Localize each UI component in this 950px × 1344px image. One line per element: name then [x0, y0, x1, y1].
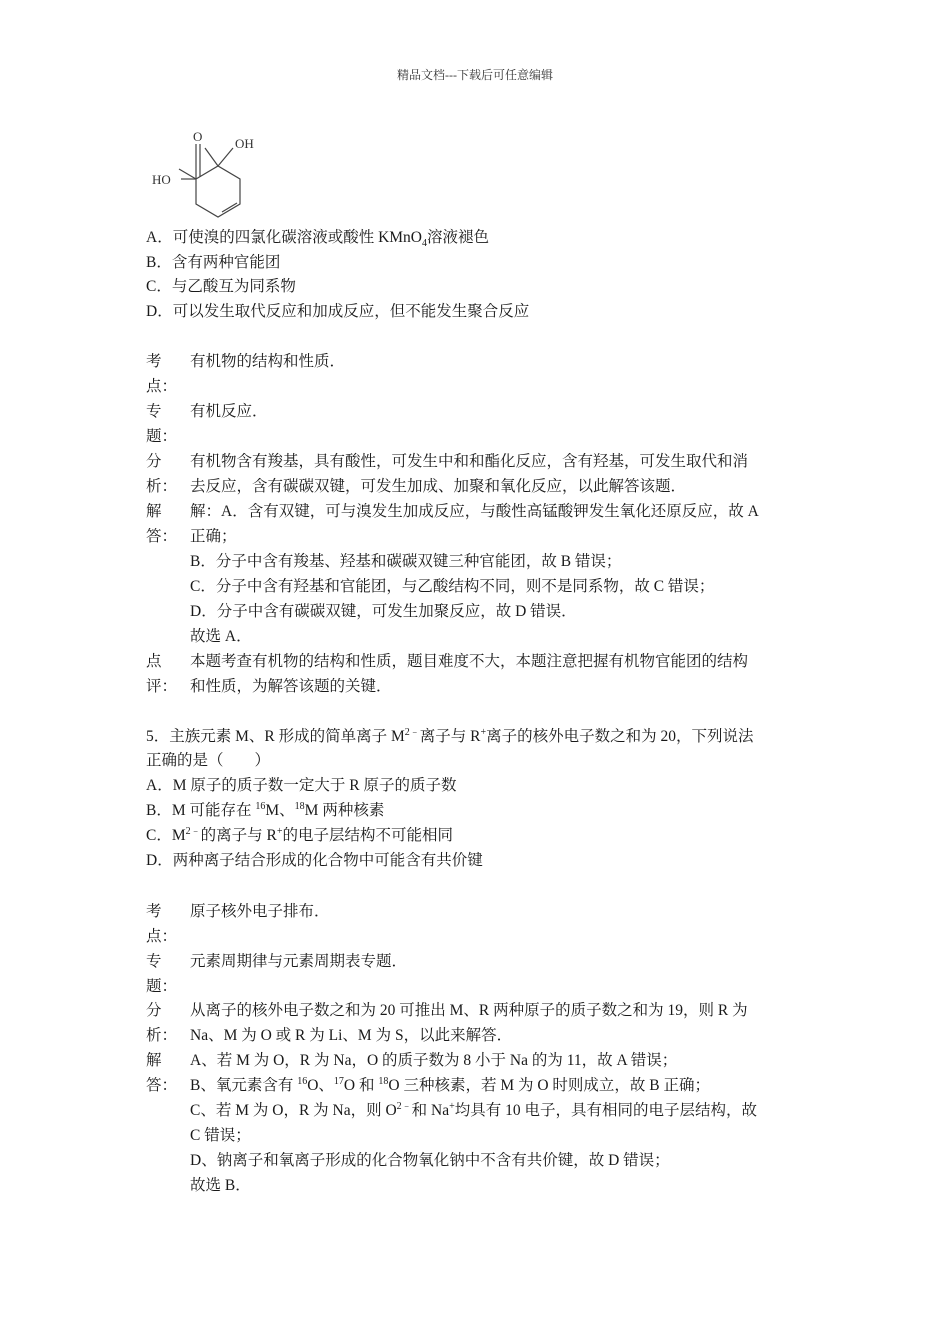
q4-jieda-line-4: C．分子中含有羟基和官能团，与乙酸结构不同，则不是同系物，故 C 错误； [190, 578, 715, 595]
q5-option-c-text-3: 的电子层结构不可能相同 [282, 827, 453, 844]
q4-jieda-line-6: 故选 A． [190, 628, 252, 645]
q5-option-a: A．M 原子的质子数一定大于 R 原子的质子数 [146, 777, 457, 794]
q4-option-a-subscript: 4 [422, 238, 427, 250]
q5-jieda-line-3-e: 均具有 10 电子，具有相同的电子层结构，故 [454, 1102, 758, 1119]
q4-option-a-text: A．可使溴的四氯化碳溶液或酸性 KMnO [146, 229, 422, 246]
q5-option-b-text-2: M、 [265, 802, 295, 819]
q5-fenxi-line-1: 从离子的核外电子数之和为 20 可推出 M、R 两种原子的质子数之和为 19，则 R 为 [190, 1002, 748, 1019]
q5-option-c-sup-2: + [276, 825, 283, 837]
q4-option-a [146, 228, 489, 248]
molecule-hydroxyl-label: OH [235, 136, 254, 151]
q4-jieda-label-2: 答： [146, 528, 178, 545]
q5-jieda-label-2: 答： [146, 1077, 178, 1094]
q5-jieda-line-4: C 错误； [190, 1127, 251, 1144]
q4-jieda-line-3: B．分子中含有羧基、羟基和碳碳双键三种官能团，故 B 错误； [190, 553, 622, 570]
q5-jieda-line-6: 故选 B． [190, 1177, 251, 1194]
molecule-carboxyl-o-label: O [193, 129, 203, 144]
q4-dianping-label-2: 评： [146, 678, 178, 695]
page-header: 精品文档---下载后可任意编辑 [397, 68, 553, 82]
q5-option-b-sup-2: 18 [294, 800, 305, 812]
q5-option-c-text: C．M [146, 827, 186, 844]
q5-option-b-text: B．M 可能存在 [146, 802, 256, 819]
q5-kaodian-label-1: 考 [146, 903, 162, 920]
q5-jieda-line-2-sup-3: 18 [378, 1075, 389, 1087]
q5-option-b [146, 801, 384, 821]
q5-jieda-line-1: A、若 M 为 O，R 为 Na，O 的质子数为 8 小于 Na 的为 11，故 A 错误； [190, 1052, 678, 1069]
q4-dianping-line-2: 和性质，为解答该题的关键． [190, 678, 392, 695]
q4-fenxi-line-1: 有机物含有羧基，具有酸性，可发生中和和酯化反应，含有羟基，可发生取代和消 [190, 453, 749, 470]
q4-dianping-label-1: 点 [146, 653, 162, 670]
q5-jieda-line-3-a: C、若 M 为 O，R 为 Na，则 O [190, 1102, 397, 1119]
q4-jieda-line-2: 正确； [190, 528, 237, 545]
q4-option-a-tail: 溶液褪色 [427, 229, 490, 246]
molecule-structure-image [143, 124, 283, 219]
q5-jieda-line-2-sup-1: 16 [297, 1075, 308, 1087]
q4-kaodian-label-1: 考 [146, 353, 162, 370]
q4-option-b: B．含有两种官能团 [146, 254, 281, 271]
q5-fenxi-line-2: Na、M 为 O 或 R 为 Li、M 为 S，以此来解答． [190, 1027, 513, 1044]
q5-stem-part-e: 离子的核外电子数之和为 20，下列说法 [486, 728, 754, 745]
q4-fenxi-line-2: 去反应，含有碳碳双键，可发生加成、加聚和氧化反应，以此解答该题． [190, 478, 687, 495]
q5-kaodian-text: 原子核外电子排布． [190, 903, 330, 920]
q4-fenxi-label-1: 分 [146, 453, 162, 470]
q5-jieda-label-1: 解 [146, 1052, 162, 1069]
q5-zhuanti-label-1: 专 [146, 953, 162, 970]
q4-option-c: C．与乙酸互为同系物 [146, 278, 296, 295]
q4-jieda-label-1: 解 [146, 503, 162, 520]
q5-jieda-line-2-e: O 和 [343, 1077, 379, 1094]
q5-fenxi-label-2: 析： [146, 1027, 178, 1044]
q4-kaodian-label-2: 点： [146, 378, 178, 395]
q4-zhuanti-label-2: 题： [146, 428, 178, 445]
q5-jieda-line-2-a: B、氧元素含有 [190, 1077, 298, 1094]
q5-option-c-sup-1: 2﹣ [185, 825, 201, 837]
q5-stem-part-c: 离子与 R [419, 728, 481, 745]
q5-option-b-text-3: M 两种核素 [304, 802, 385, 819]
q5-jieda-line-2-c: O、 [307, 1077, 334, 1094]
q4-zhuanti-text: 有机反应． [190, 403, 268, 420]
q5-option-d: D．两种离子结合形成的化合物中可能含有共价键 [146, 852, 483, 869]
q4-dianping-line-1: 本题考查有机物的结构和性质，题目难度不大，本题注意把握有机物官能团的结构 [190, 653, 749, 670]
q5-jieda-line-3-c: 和 Na [411, 1102, 450, 1119]
q4-jieda-line-1: 解：A．含有双键，可与溴发生加成反应，与酸性高锰酸钾发生氧化还原反应，故 A [190, 503, 759, 520]
q4-fenxi-label-2: 析： [146, 478, 178, 495]
q5-jieda-line-2-sup-2: 17 [333, 1075, 344, 1087]
q5-option-b-sup-1: 16 [255, 800, 266, 812]
q5-jieda-line-3-sup-2: + [449, 1100, 455, 1112]
q5-jieda-line-3-sup-1: 2﹣ [396, 1100, 412, 1112]
q5-jieda-line-5: D、钠离子和氧离子形成的化合物氧化钠中不含有共价键，故 D 错误； [190, 1152, 670, 1169]
q5-stem-line-2: 正确的是（ ） [146, 752, 271, 769]
q5-option-c-text-2: 的离子与 R [200, 827, 277, 844]
q5-option-c [146, 826, 453, 846]
q5-stem-superscript-2: + [480, 726, 487, 738]
q5-fenxi-label-1: 分 [146, 1002, 162, 1019]
q5-stem-part-a: 5．主族元素 M、R 形成的简单离子 M [146, 728, 405, 745]
q5-zhuanti-text: 元素周期律与元素周期表专题． [190, 953, 408, 970]
q5-stem-line-1 [146, 727, 754, 747]
molecule-carboxyl-ho-label: HO [152, 172, 171, 187]
q5-jieda-line-2-g: O 三种核素，若 M 为 O 时则成立，故 B 正确； [388, 1077, 711, 1094]
q4-jieda-line-5: D．分子中含有碳碳双键，可发生加聚反应，故 D 错误． [190, 603, 577, 620]
q5-jieda-line-3 [190, 1101, 757, 1121]
q5-zhuanti-label-2: 题： [146, 978, 178, 995]
q4-kaodian-text: 有机物的结构和性质． [190, 353, 346, 370]
q5-jieda-line-2 [190, 1076, 710, 1096]
q4-zhuanti-label-1: 专 [146, 403, 162, 420]
q4-option-d: D．可以发生取代反应和加成反应，但不能发生聚合反应 [146, 303, 530, 320]
q5-stem-superscript-1: 2﹣ [404, 726, 420, 738]
q5-kaodian-label-2: 点： [146, 928, 178, 945]
